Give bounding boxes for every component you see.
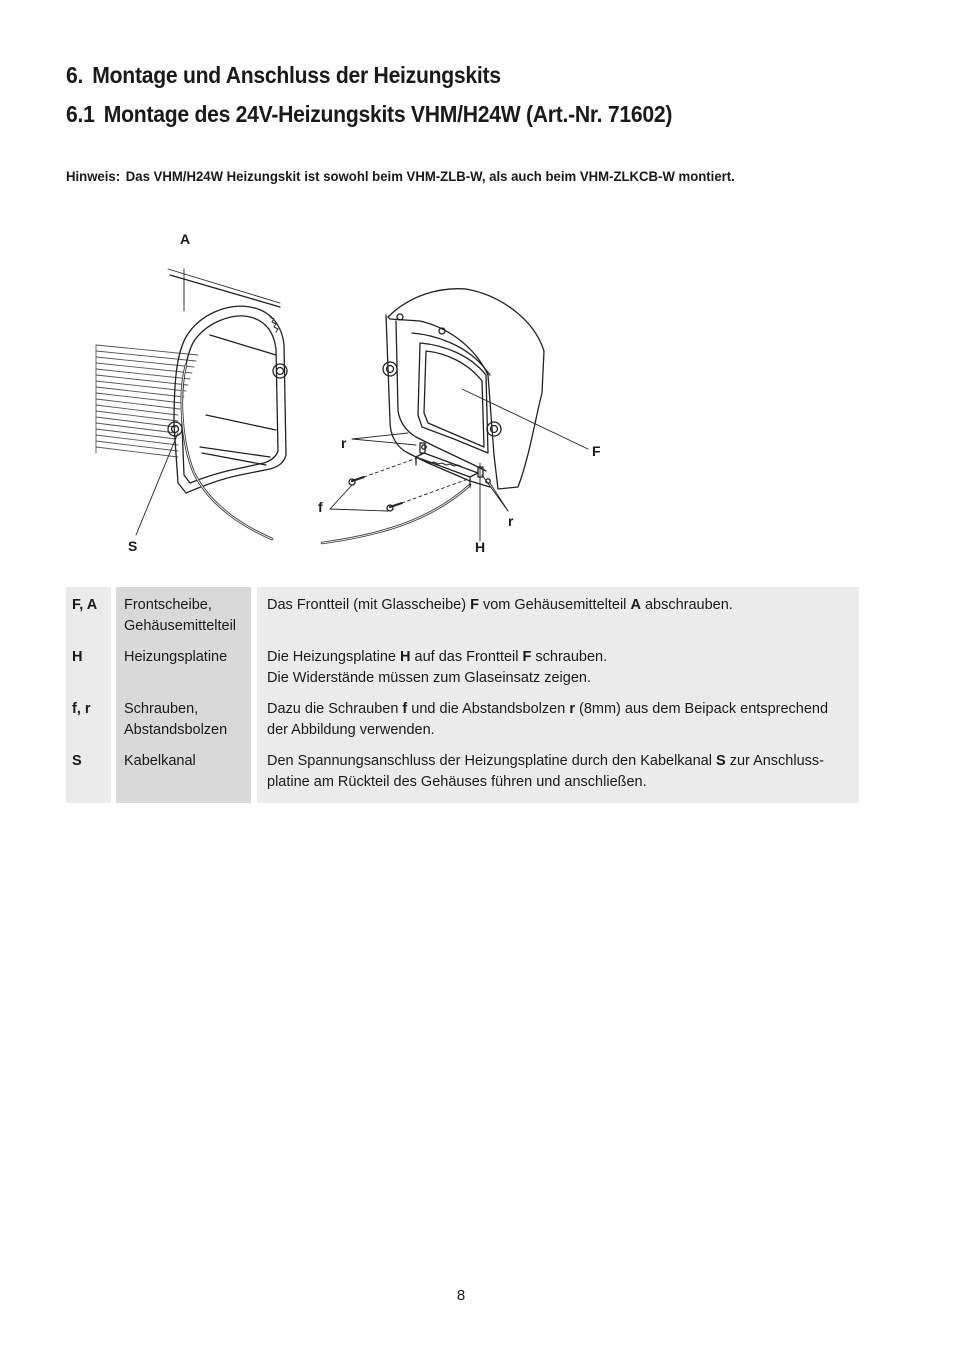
part-name-line: Kabelkanal (124, 753, 196, 769)
table-row (66, 691, 859, 743)
description-text: Das Frontteil (mit Glasscheibe) (267, 597, 471, 613)
label-r-bottom: r (508, 513, 514, 529)
part-name-line: Abstandsbolzen (124, 722, 228, 738)
part-description (257, 691, 859, 743)
hint-label: Hinweis: (66, 168, 121, 184)
label-A: A (180, 231, 191, 247)
description-text: Die Heizungsplatine (267, 649, 400, 665)
description-text: abschrauben. (640, 597, 733, 613)
part-name (116, 743, 257, 803)
description-reference: A (630, 597, 641, 613)
description-reference: f (402, 701, 408, 717)
section-heading (66, 62, 501, 89)
table-row (66, 743, 859, 803)
parts-table (66, 587, 859, 803)
part-name-line: Heizungsplatine (124, 649, 228, 665)
part-key: f, r (66, 691, 116, 743)
part-key: S (66, 743, 116, 803)
label-S: S (128, 538, 138, 554)
description-text: platine am Rückteil des Gehäuses führen und anschließen. (267, 774, 647, 790)
assembly-illustration (90, 225, 630, 565)
hint-text: Das VHM/H24W Heizungskit ist sowohl beim VHM-ZLB-W, als auch beim VHM-ZLKCB-W montiert. (125, 168, 735, 184)
part-key: F, A (66, 587, 116, 639)
description-reference: r (569, 701, 575, 717)
part-description (257, 639, 859, 691)
part-name-line: Gehäusemittelteil (124, 618, 237, 634)
leader-f (330, 485, 352, 509)
hint-note (66, 168, 735, 184)
subsection-heading (66, 101, 672, 128)
part-description (257, 743, 859, 803)
housing-drawing (90, 225, 630, 565)
part-key: H (66, 639, 116, 691)
description-text: zur Anschluss- (725, 753, 824, 769)
description-text: und die Abstandsbolzen (407, 701, 570, 717)
label-F: F (592, 443, 601, 459)
description-text: Den Spannungsanschluss der Heizungsplatine durch den Kabelkanal (267, 753, 716, 769)
description-reference: S (716, 753, 726, 769)
subsection-title: Montage des 24V-Heizungskits VHM/H24W (Art.-Nr. 71602) (103, 101, 673, 127)
description-reference: H (400, 649, 411, 665)
part-name-line: Schrauben, (124, 701, 199, 717)
label-H: H (475, 539, 486, 555)
description-text: Die Widerstände müssen zum Glaseinsatz zeigen. (267, 670, 591, 686)
label-f: f (318, 499, 323, 515)
description-text: Dazu die Schrauben (267, 701, 403, 717)
description-reference: F (470, 597, 479, 613)
description-text: auf das Frontteil (410, 649, 523, 665)
label-r-top: r (341, 435, 347, 451)
section-title: Montage und Anschluss der Heizungskits (92, 62, 501, 88)
leader-r1a (352, 439, 416, 445)
page-number: 8 (456, 1287, 466, 1304)
part-name (116, 587, 257, 639)
part-name (116, 639, 257, 691)
description-text: vom Gehäusemittelteil (478, 597, 631, 613)
description-reference: F (522, 649, 532, 665)
subsection-number: 6.1 (66, 101, 95, 127)
parts-table-body (66, 587, 859, 803)
description-text: (8mm) aus dem Beipack entsprechend (574, 701, 829, 717)
table-row (66, 587, 859, 639)
description-text: schrauben. (531, 649, 608, 665)
leader-A (168, 269, 280, 303)
section-number: 6. (66, 62, 84, 88)
part-name (116, 691, 257, 743)
part-description (257, 587, 859, 639)
part-name-line: Frontscheibe, (124, 597, 212, 613)
description-text: der Abbildung verwenden. (267, 722, 435, 738)
table-row (66, 639, 859, 691)
leader-F (462, 389, 588, 449)
